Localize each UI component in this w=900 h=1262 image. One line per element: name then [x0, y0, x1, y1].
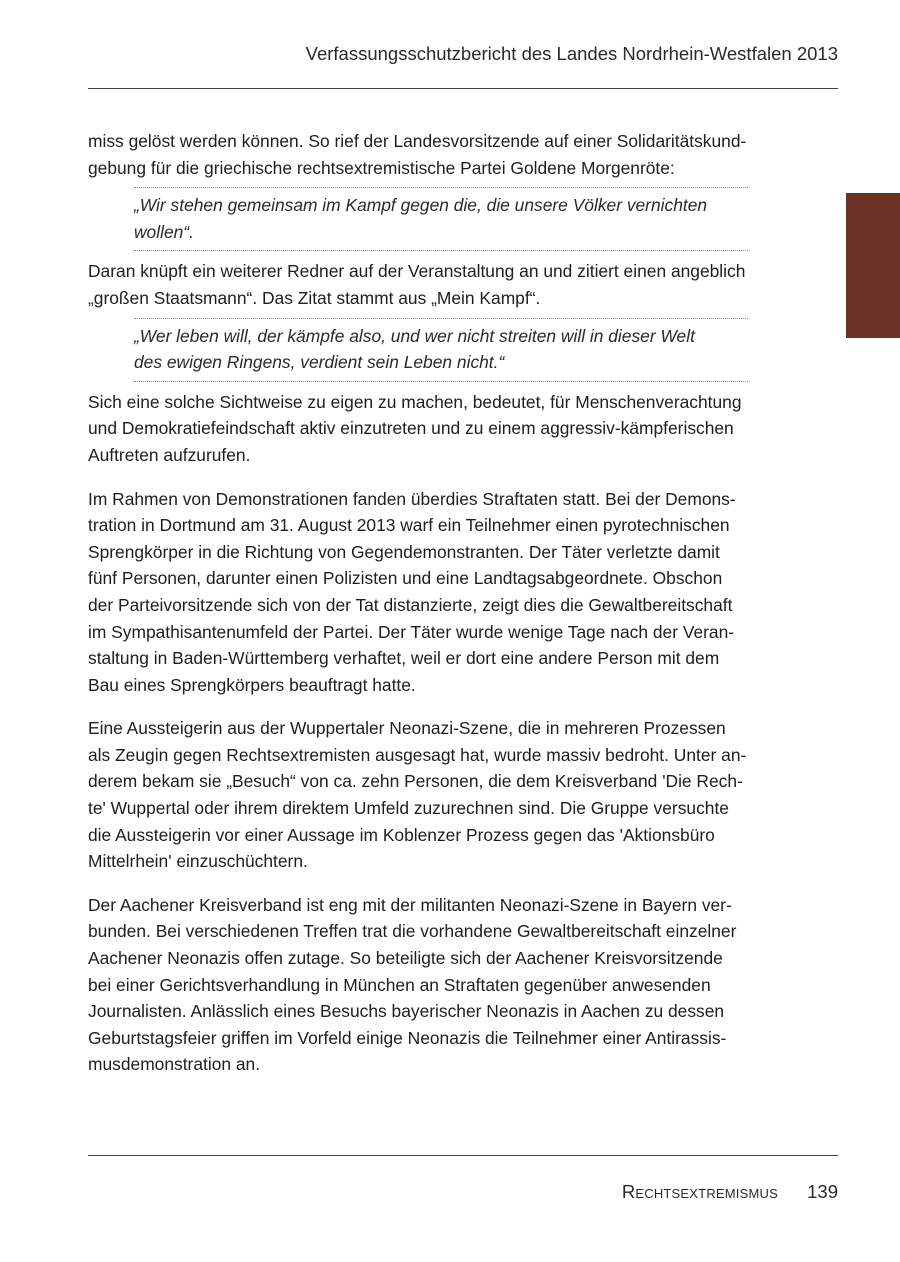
text-line: Bau eines Sprengkörpers beauftragt hatte. [88, 674, 416, 695]
text-line: musdemonstration an. [88, 1054, 261, 1075]
text-line: Mittelrhein' einzuschüchtern. [88, 851, 308, 872]
page-footer [622, 1180, 838, 1204]
text-line: tration in Dortmund am 31. August 2013 warf ein Teilnehmer einen pyrotechnischen [88, 515, 730, 536]
paragraph-4 [88, 486, 808, 699]
text-line: bei einer Gerichtsverhandlung in München an Straftaten gegenüber anwesenden [88, 974, 711, 995]
text-line: Auftreten aufzurufen. [88, 444, 251, 465]
page-number: 139 [807, 1181, 838, 1202]
running-header-title: Verfassungsschutzbericht des Landes Nordrhein-Westfalen 2013 [305, 43, 838, 64]
text-line: als Zeugin gegen Rechtsextremisten ausgesagt hat, wurde massiv bedroht. Unter an- [88, 744, 747, 765]
text-line: Sprengkörper in die Richtung von Gegendemonstranten. Der Täter verletzte damit [88, 541, 720, 562]
text-line: Aachener Neonazis offen zutage. So beteiligte sich der Aachener Kreisvorsitzende [88, 948, 723, 969]
paragraph-2 [88, 258, 808, 311]
paragraph-3 [88, 389, 808, 469]
paragraph-6 [88, 892, 808, 1078]
text-line: Eine Aussteigerin aus der Wuppertaler Neonazi-Szene, die in mehreren Prozessen [88, 718, 726, 739]
paragraph-1 [88, 128, 808, 181]
text-line: derem bekam sie „Besuch“ von ca. zehn Personen, die dem Kreisverband 'Die Rech- [88, 771, 743, 792]
quote-line: wollen“. [134, 221, 194, 242]
text-line: Daran knüpft ein weiterer Redner auf der Veranstaltung an und zitiert einen angeblich [88, 261, 746, 282]
text-line: Geburtstagsfeier griffen im Vorfeld einige Neonazis die Teilnehmer einer Antirassis- [88, 1027, 727, 1048]
quote-line: „Wer leben will, der kämpfe also, und wer nicht streiten will in dieser Welt [134, 325, 695, 346]
text-line: fünf Personen, darunter einen Polizisten und eine Landtagsabgeordnete. Obschon [88, 568, 723, 589]
quote-line: „Wir stehen gemeinsam im Kampf gegen die, die unsere Völker vernichten [134, 195, 708, 216]
text-line: der Parteivorsitzende sich von der Tat distanzierte, zeigt dies die Gewaltbereitschaft [88, 594, 733, 615]
text-line: bunden. Bei verschiedenen Treffen trat die vorhandene Gewaltbereitschaft einzelner [88, 921, 737, 942]
text-line: Der Aachener Kreisverband ist eng mit der militanten Neonazi-Szene in Bayern ver- [88, 894, 732, 915]
header-rule [88, 88, 838, 89]
page-body [88, 128, 808, 1078]
text-line: staltung in Baden-Württemberg verhaftet, weil er dort eine andere Person mit dem [88, 648, 720, 669]
text-line: Journalisten. Anlässlich eines Besuchs bayerischer Neonazis in Aachen zu dessen [88, 1001, 725, 1022]
footer-rule [88, 1155, 838, 1156]
text-line: miss gelöst werden können. So rief der Landesvorsitzende auf einer Solidaritätskund- [88, 131, 747, 151]
text-line: und Demokratiefeindschaft aktiv einzutreten und zu einem aggressiv-kämpferischen [88, 418, 734, 439]
text-line: im Sympathisantenumfeld der Partei. Der Täter wurde wenige Tage nach der Veran- [88, 621, 735, 642]
text-line: te' Wuppertal oder ihrem direktem Umfeld zuzurechnen sind. Die Gruppe versuchte [88, 798, 729, 819]
quote-block-1 [134, 187, 748, 251]
footer-section-title: Rechtsextremismus [621, 1181, 778, 1202]
quote-block-2 [134, 318, 748, 382]
chapter-side-tab [846, 193, 900, 338]
paragraph-5 [88, 715, 808, 875]
text-line: Im Rahmen von Demonstrationen fanden überdies Straftaten statt. Bei der Demons- [88, 488, 736, 509]
quote-line: des ewigen Ringens, verdient sein Leben nicht.“ [134, 352, 505, 373]
text-line: gebung für die griechische rechtsextremistische Partei Goldene Morgenröte: [88, 157, 675, 178]
text-line: „großen Staatsmann“. Das Zitat stammt aus „Mein Kampf“. [88, 287, 541, 308]
text-line: Sich eine solche Sichtweise zu eigen zu machen, bedeutet, für Menschenverachtung [88, 391, 742, 412]
text-line: die Aussteigerin vor einer Aussage im Koblenzer Prozess gegen das 'Aktionsbüro [88, 824, 715, 845]
